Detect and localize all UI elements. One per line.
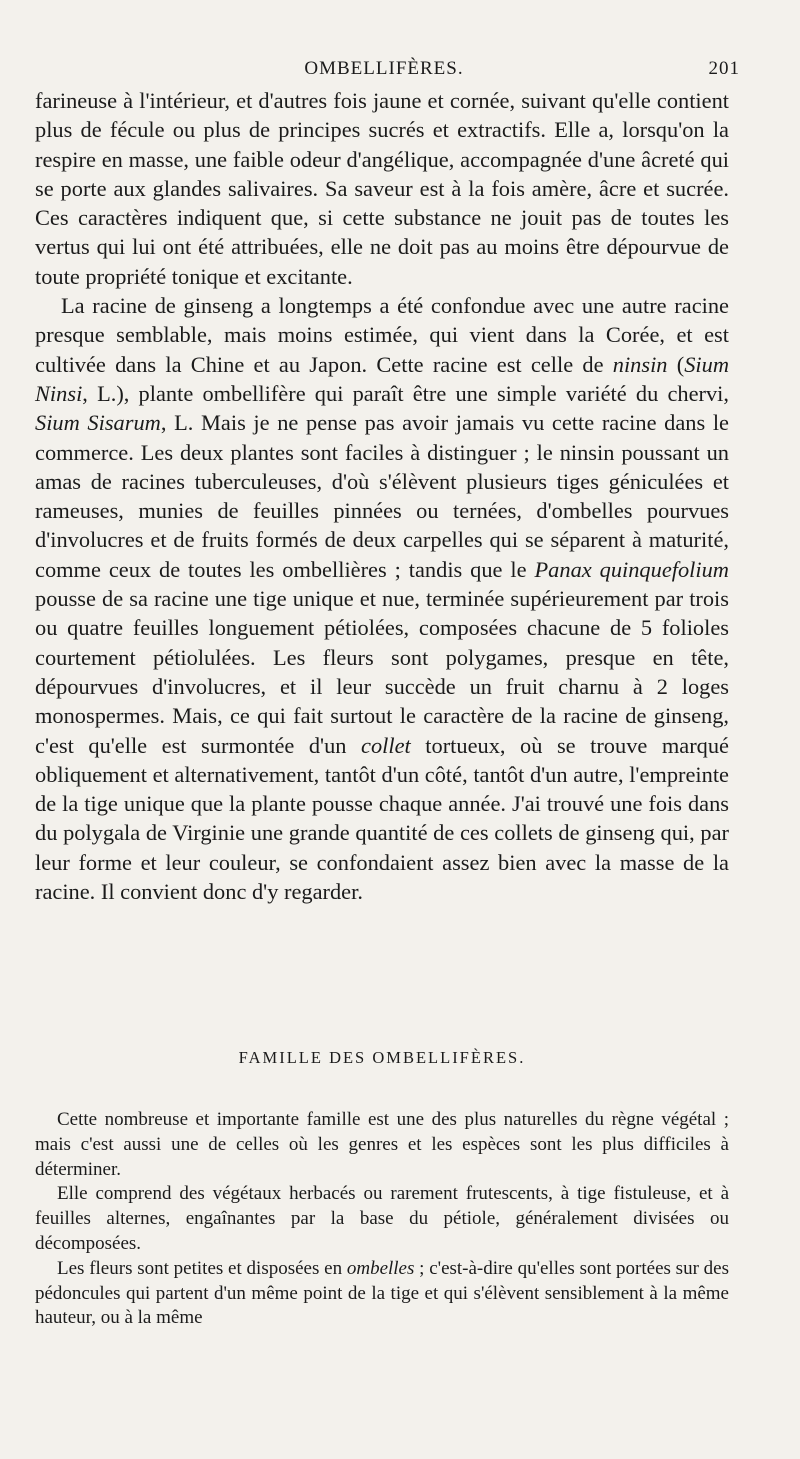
- italic-term-sium-sisarum: Sium Sisarum: [35, 410, 161, 436]
- italic-term-ninsin: ninsin: [612, 351, 668, 377]
- italic-term-panax: Panax quinquefolium: [534, 556, 729, 582]
- text-run: , L. Mais je ne pense pas avoir jamais vu cette racine dans le commerce. Les deux plantes sont faciles à distinguer ; le ninsin poussant un amas de racines tuberculeuses, d'où s'élèvent plusieurs tiges géniculées et rameuses, munies de feuilles pinnées ou ternées, d'ombelles pourvues d'involucres et de fruits formés de deux carpelles qui se séparent à maturité, comme ceux de toutes les ombellières ; tandis que le: [35, 410, 729, 582]
- text-run: tortueux, où se trouve marqué obliquement et alternativement, tantôt d'un côté, tantôt d'un autre, l'empreinte de la tige unique que la plante pousse chaque année. J'ai trouvé une fois dans du polygala de Virginie une grande quantité de ces collets de ginseng qui, par leur forme et leur couleur, se confondaient assez bien avec la masse de la racine. Il convient donc d'y regarder.: [35, 732, 729, 905]
- text-run: La racine de ginseng a longtemps a été confondue avec une autre racine presque semblable, mais moins estimée, qui vient dans la Corée, et est cultivée dans la Chine et au Japon. Cette racine est celle de: [35, 293, 729, 377]
- paragraph-family-plants: Elle comprend des végétaux herbacés ou rarement frutescents, à tige fistuleuse, et à feuilles alternes, engaînantes par la base du pétiole, généralement divisées ou décomposées.: [35, 1183, 729, 1254]
- italic-term-ombelles: ombelles: [346, 1257, 415, 1279]
- paragraph-continuation: farineuse à l'intérieur, et d'autres fois jaune et cornée, suivant qu'elle contient plus de fécule ou plus de principes sucrés et extractifs. Elle a, lorsqu'on la respire en masse, une faible odeur d'angélique, accompagnée d'une âcreté qui se porte aux glandes salivaires. Sa saveur est à la fois amère, âcre et sucrée. Ces caractères indiquent que, si cette substance ne jouit pas de toutes les vertus qui lui ont été attribuées, elle ne doit pas au moins être dépourvue de toute propriété tonique et excitante.: [35, 88, 729, 289]
- italic-term-sium-ninsi: Sium Ninsi: [35, 351, 729, 406]
- running-head: [34, 58, 740, 84]
- section-text: [35, 1108, 729, 1331]
- running-title: OMBELLIFÈRES.: [304, 58, 464, 79]
- italic-term-collet: collet: [361, 732, 411, 758]
- text-run: ; c'est-à-dire qu'elles sont portées sur des pédoncules qui partent d'un même point de la tige et qui s'élèvent sensiblement à la même hauteur, ou à la même: [35, 1257, 729, 1329]
- text-run: (: [667, 351, 685, 377]
- paragraph-family-intro: Cette nombreuse et importante famille est une des plus naturelles du règne végétal ; mais c'est aussi une de celles où les genres et les espèces sont les plus difficiles à déterminer.: [35, 1109, 729, 1180]
- page-number: 201: [708, 58, 740, 79]
- paragraph-family-flowers: [35, 1257, 729, 1331]
- text-run: Les fleurs sont petites et disposées en: [57, 1257, 347, 1279]
- section-heading: FAMILLE DES OMBELLIFÈRES.: [238, 1048, 526, 1067]
- text-run: pousse de sa racine une tige unique et nue, terminée supérieurement par trois ou quatre feuilles longuement pétiolées, composées chacune de 5 folioles courtement pétiolulées. Les fleurs sont polygames, presque en tête, dépourvues d'involucres, et il leur succède un fruit charnu à 2 loges monospermes. Mais, ce qui fait surtout le caractère de la racine de ginseng, c'est qu'elle est surmontée d'un: [35, 586, 729, 758]
- paragraph-ginseng: [35, 291, 729, 906]
- main-text: [35, 86, 729, 906]
- text-run: , L.), plante ombellifère qui paraît être une simple variété du chervi,: [82, 380, 729, 406]
